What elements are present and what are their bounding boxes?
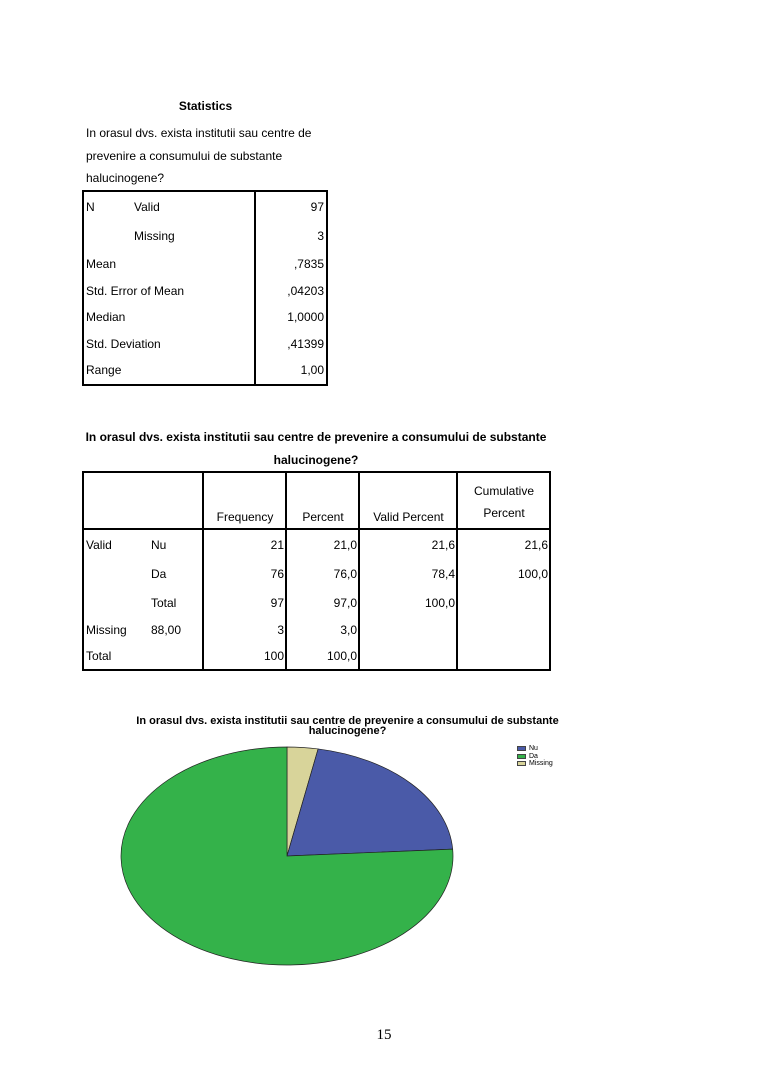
row-group: Valid: [86, 537, 112, 552]
cell-frequency: 76: [203, 559, 286, 588]
cell-cumulative-percent: 21,6: [457, 529, 550, 559]
chart-legend: [517, 745, 553, 768]
pie-chart-title: In orasul dvs. exista institutii sau centre de prevenire a consumului de substante halucinogene?: [136, 715, 559, 737]
cell-percent: 3,0: [286, 617, 359, 643]
stats-group: [83, 222, 132, 252]
cell-cumulative-percent: [457, 643, 550, 670]
legend-swatch: [517, 754, 526, 759]
cell-frequency: 100: [203, 643, 286, 670]
stats-label: Range: [86, 363, 122, 378]
cell-percent: 21,0: [286, 529, 359, 559]
header-frequency: Frequency: [203, 472, 286, 529]
stats-label: Valid: [134, 199, 160, 214]
stats-label: Std. Deviation: [86, 336, 161, 351]
cell-frequency: 21: [203, 529, 286, 559]
page-number: 15: [376, 1027, 392, 1043]
row-group: Total: [86, 649, 112, 663]
legend-swatch: [517, 761, 526, 766]
statistics-table: [82, 190, 328, 386]
stats-value: 3: [255, 222, 327, 252]
frequency-table-title: In orasul dvs. exista institutii sau centre de prevenire a consumului de substante halucinogene?: [85, 430, 547, 467]
statistics-caption: In orasul dvs. exista institutii sau centre de prevenire a consumului de substante halucinogene?: [86, 126, 312, 185]
stats-value: ,41399: [255, 331, 327, 358]
stats-value: 97: [255, 191, 327, 222]
cell-valid-percent: 78,4: [359, 559, 457, 588]
stats-row-median: [83, 304, 327, 331]
row-label: Da: [151, 566, 167, 581]
row-group: [83, 559, 149, 588]
row-label: 88,00: [151, 623, 182, 637]
cell-cumulative-percent: 100,0: [457, 559, 550, 588]
legend-label: Nu: [529, 745, 538, 753]
row-group: [83, 588, 149, 617]
header-percent: Percent: [286, 472, 359, 529]
statistics-title: Statistics: [178, 99, 233, 113]
header-cumulative-line1: Cumulative: [473, 484, 535, 498]
stats-value: ,04203: [255, 278, 327, 305]
cell-valid-percent: [359, 643, 457, 670]
table-row: [83, 588, 550, 617]
cell-percent: 76,0: [286, 559, 359, 588]
cell-valid-percent: [359, 617, 457, 643]
stats-row-missing: [83, 222, 327, 252]
stats-row-std-deviation: [83, 331, 327, 358]
stats-label: Std. Error of Mean: [86, 283, 185, 298]
stats-label: Median: [86, 310, 126, 325]
header-cumulative-percent: [457, 472, 550, 529]
row-label: Total: [151, 595, 177, 610]
cell-frequency: 3: [203, 617, 286, 643]
stats-value: ,7835: [255, 251, 327, 278]
cell-percent: 100,0: [286, 643, 359, 670]
stats-value: 1,00: [255, 357, 327, 385]
header-valid-percent: Valid Percent: [359, 472, 457, 529]
stats-row-range: [83, 357, 327, 385]
table-row: [83, 643, 550, 670]
cell-valid-percent: 21,6: [359, 529, 457, 559]
stats-row-valid: [83, 191, 327, 222]
legend-item-da: [517, 753, 553, 761]
cell-cumulative-percent: [457, 617, 550, 643]
legend-swatch: [517, 746, 526, 751]
row-label: Nu: [151, 537, 167, 552]
header-empty: [83, 472, 149, 529]
legend-item-nu: [517, 745, 553, 753]
legend-item-missing: [517, 760, 553, 768]
cell-frequency: 97: [203, 588, 286, 617]
stats-row-mean: [83, 251, 327, 278]
stats-group-n: N: [86, 199, 95, 214]
stats-row-std-error: [83, 278, 327, 305]
header-cumulative-line2: Percent: [483, 506, 525, 520]
table-row: [83, 617, 550, 643]
stats-label: Mean: [86, 257, 117, 272]
table-row: [83, 559, 550, 588]
stats-label: Missing: [134, 229, 175, 244]
frequency-table: [82, 471, 551, 671]
table-row: [83, 529, 550, 559]
row-group: Missing: [86, 623, 127, 637]
stats-value: 1,0000: [255, 304, 327, 331]
header-empty: [149, 472, 203, 529]
pie-chart: [110, 740, 470, 972]
frequency-header-row: [83, 472, 550, 529]
legend-label: Missing: [529, 760, 553, 768]
legend-label: Da: [529, 752, 538, 760]
cell-cumulative-percent: [457, 588, 550, 617]
cell-valid-percent: 100,0: [359, 588, 457, 617]
row-label: [149, 643, 203, 670]
cell-percent: 97,0: [286, 588, 359, 617]
